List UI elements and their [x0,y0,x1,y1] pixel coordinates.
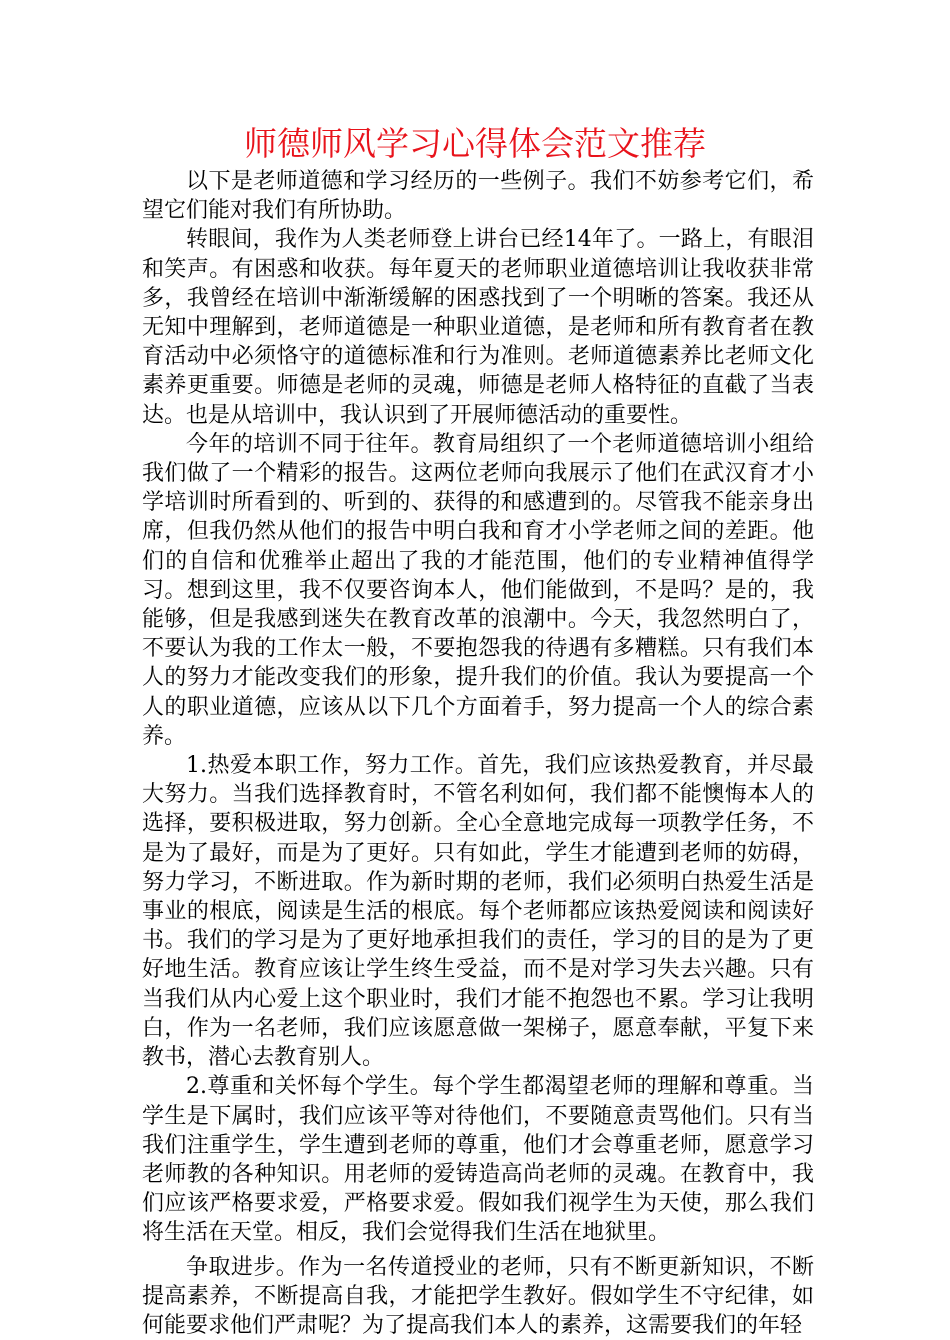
paragraph-intro: 以下是老师道德和学习经历的一些例子。我们不妨参考它们，希望它们能对我们有所协助。 [142,169,814,224]
document-title: 师德师风学习心得体会范文推荐 [244,124,706,163]
document-body [142,167,814,1340]
paragraph-point-2: 2.尊重和关怀每个学生。每个学生都渴望老师的理解和尊重。当学生是下属时，我们应该平等对待他们，不要随意责骂他们。只有当我们注重学生，学生遭到老师的尊重，他们才会尊重老师，愿意学习老师教的各种知识。用老师的爱铸造高尚老师的灵魂。在教育中，我们应该严格要求爱，严格要求爱。假如我们视学生为天使，那么我们将生活在天堂。相反，我们会觉得我们生活在地狱里。 [142,1074,814,1246]
paragraph-point-1: 1.热爱本职工作，努力工作。首先，我们应该热爱教育，并尽最大努力。当我们选择教育时，不管名利如何，我们都不能懊悔本人的选择，要积极进取，努力创新。全心全意地完成每一项教学任务，不是为了最好，而是为了更好。只有如此，学生才能遭到老师的妨碍，努力学习，不断进取。作为新时期的老师，我们必须明白热爱生活是事业的根底，阅读是生活的根底。每个老师都应该热爱阅读和阅读好书。我们的学习是为了更好地承担我们的责任，学习的目的是为了更好地生活。教育应该让学生终生受益，而不是对学习失去兴趣。只有当我们从内心爱上这个职业时，我们才能不抱怨也不累。学习让我明白，作为一名老师，我们应该愿意做一架梯子，愿意奉献，平复下来教书，潜心去教育别人。 [142,753,814,1071]
paragraph-experience: 转眼间，我作为人类老师登上讲台已经14年了。一路上，有眼泪和笑声。有困惑和收获。每年夏天的老师职业道德培训让我收获非常多，我曾经在培训中渐渐缓解的困惑找到了一个明晰的答案。我还从无知中理解到，老师道德是一种职业道德，是老师和所有教育者在教育活动中必须恪守的道德标准和行为准则。老师道德素养比老师文化素养更重要。师德是老师的灵魂，师德是老师人格特征的直截了当表达。也是从培训中，我认识到了开展师德活动的重要性。 [142,227,814,428]
paragraph-training: 今年的培训不同于往年。教育局组织了一个老师道德培训小组给我们做了一个精彩的报告。这两位老师向我展示了他们在武汉育才小学培训时所看到的、听到的、获得的和感遭到的。尽管我不能亲身出席，但我仍然从他们的报告中明白我和育才小学老师之间的差距。他们的自信和优雅举止超出了我的才能范围，他们的专业精神值得学习。想到这里，我不仅要咨询本人，他们能做到，不是吗？是的，我能够，但是我感到迷失在教育改革的浪潮中。今天，我忽然明白了，不要认为我的工作太一般，不要抱怨我的待遇有多糟糕。只有我们本人的努力才能改变我们的形象，提升我们的价值。我认为要提高一个人的职业道德，应该从以下几个方面着手，努力提高一个人的综合素养。 [142,431,814,749]
paragraph-progress: 争取进步。作为一名传道授业的老师，只有不断更新知识，不断提高素养，不断提高自我，才能把学生教好。假如学生不守纪律，如何能要求他们严肃呢？为了提高我们本人的素养，这需要我们的年轻 [142,1254,814,1338]
